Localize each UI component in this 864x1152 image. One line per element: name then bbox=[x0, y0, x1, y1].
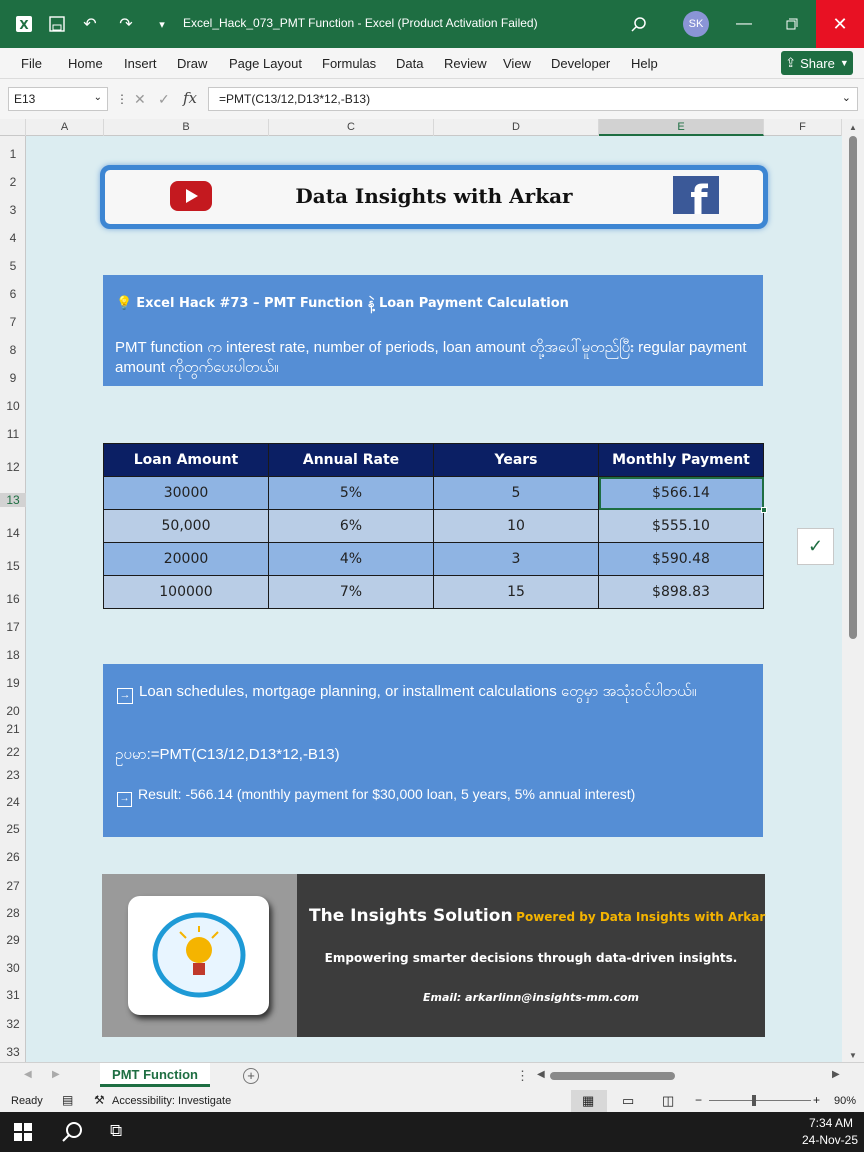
row-header-selected[interactable]: 13 bbox=[0, 493, 26, 507]
clock-time[interactable]: 7:34 AM bbox=[809, 1116, 854, 1130]
row-header[interactable]: 32 bbox=[6, 1017, 20, 1031]
table-header-cell[interactable]: Years bbox=[434, 444, 599, 477]
close-icon[interactable]: ✕ bbox=[816, 0, 864, 48]
scroll-up-icon[interactable]: ▲ bbox=[849, 123, 857, 132]
table-cell[interactable]: 6% bbox=[269, 510, 434, 543]
row-header[interactable]: 12 bbox=[6, 460, 20, 474]
name-box-value: E13 bbox=[14, 92, 36, 106]
name-box[interactable] bbox=[8, 87, 108, 111]
lightbulb-logo-icon bbox=[152, 910, 246, 1000]
row-header[interactable]: 10 bbox=[6, 399, 20, 413]
lightbulb-icon: 💡 bbox=[116, 296, 133, 311]
undo-icon[interactable]: ↶ bbox=[83, 16, 97, 33]
tab-page-layout[interactable]: Page Layout bbox=[229, 56, 303, 71]
row-header[interactable]: 14 bbox=[6, 526, 20, 540]
row-header[interactable]: 20 bbox=[6, 704, 20, 718]
logo-email: Email: arkarlinn@insights-mm.com bbox=[422, 991, 640, 1004]
quick-analysis-button[interactable] bbox=[797, 528, 834, 565]
table-row bbox=[104, 477, 764, 510]
clock-date[interactable]: 24-Nov-25 bbox=[802, 1133, 859, 1147]
status-bar bbox=[0, 1090, 864, 1112]
formula-text: =PMT(C13/12,D13*12,-B13) bbox=[219, 92, 371, 106]
row-headers bbox=[0, 136, 26, 1062]
insert-function-icon[interactable]: fx bbox=[183, 89, 198, 107]
row-header[interactable]: 3 bbox=[9, 203, 17, 217]
banner bbox=[100, 165, 768, 229]
redo-icon[interactable]: ↷ bbox=[119, 16, 133, 33]
column-header[interactable]: B bbox=[104, 119, 269, 136]
search-icon[interactable] bbox=[627, 12, 651, 36]
row-header[interactable]: 11 bbox=[6, 427, 20, 441]
share-icon: ⇪ bbox=[785, 55, 797, 70]
vertical-scroll-thumb[interactable] bbox=[849, 136, 857, 639]
table-cell[interactable]: 5% bbox=[269, 477, 434, 510]
user-avatar[interactable]: SK bbox=[683, 11, 709, 37]
row-header[interactable]: 23 bbox=[6, 768, 20, 782]
tab-help[interactable]: Help bbox=[631, 56, 658, 71]
prev-sheet-icon[interactable]: ◀ bbox=[24, 1069, 32, 1080]
restore-icon[interactable] bbox=[780, 12, 804, 36]
column-header[interactable]: C bbox=[269, 119, 434, 136]
tab-data[interactable]: Data bbox=[396, 56, 424, 71]
arrow-box-icon: → bbox=[117, 792, 132, 807]
logo-tagline: Empowering smarter decisions through data-driven insights. bbox=[324, 951, 738, 965]
row-header[interactable]: 16 bbox=[6, 592, 20, 606]
task-view-icon[interactable]: ⧉ bbox=[110, 1121, 123, 1140]
column-header[interactable]: F bbox=[764, 119, 842, 136]
add-sheet-icon[interactable]: + bbox=[243, 1068, 259, 1084]
page-break-view-icon[interactable]: ◫ bbox=[662, 1093, 675, 1108]
table-cell[interactable]: 15 bbox=[434, 576, 599, 609]
svg-text:X: X bbox=[19, 18, 29, 32]
macro-recording-icon[interactable]: ▤ bbox=[62, 1093, 74, 1107]
zoom-level[interactable]: 90% bbox=[834, 1095, 857, 1107]
grid-icon: ▦ bbox=[582, 1093, 595, 1108]
share-label: Share bbox=[800, 55, 835, 71]
select-all-corner[interactable] bbox=[0, 119, 26, 136]
next-sheet-icon[interactable]: ▶ bbox=[52, 1069, 60, 1080]
info-heading-text: Excel Hack #73 – PMT Function နဲ့ Loan Payment Calculation bbox=[136, 296, 569, 311]
logo-title-line bbox=[309, 906, 769, 926]
formula-input[interactable] bbox=[208, 87, 858, 111]
row-header[interactable]: 5 bbox=[9, 259, 17, 273]
tab-draw[interactable]: Draw bbox=[177, 56, 208, 71]
tab-review[interactable]: Review bbox=[444, 56, 487, 71]
table-cell[interactable]: 30000 bbox=[104, 477, 269, 510]
tab-formulas[interactable]: Formulas bbox=[322, 56, 377, 71]
row-header[interactable]: 17 bbox=[6, 620, 20, 634]
sheet-tab-label: PMT Function bbox=[112, 1067, 198, 1082]
table-header-cell[interactable]: Monthly Payment bbox=[599, 444, 764, 477]
tab-insert[interactable]: Insert bbox=[124, 56, 157, 71]
row-header[interactable]: 25 bbox=[6, 822, 20, 836]
tab-file[interactable]: File bbox=[21, 56, 42, 71]
enter-icon[interactable]: ✓ bbox=[158, 91, 170, 107]
arrow-box-icon: → bbox=[117, 688, 133, 704]
share-button[interactable] bbox=[781, 51, 853, 75]
logo-card bbox=[128, 896, 269, 1015]
row-header[interactable]: 1 bbox=[9, 147, 17, 161]
cancel-icon[interactable]: ✕ bbox=[134, 91, 146, 107]
table-cell[interactable]: $555.10 bbox=[599, 510, 764, 543]
loan-table bbox=[103, 443, 764, 609]
facebook-icon bbox=[673, 176, 719, 214]
table-cell[interactable]: 50,000 bbox=[104, 510, 269, 543]
checkmark-icon: ✓ bbox=[807, 536, 824, 556]
taskbar-search-icon[interactable] bbox=[61, 1121, 83, 1146]
table-cell[interactable]: 7% bbox=[269, 576, 434, 609]
table-row bbox=[104, 576, 764, 609]
row-header[interactable]: 6 bbox=[9, 287, 17, 301]
column-headers bbox=[0, 119, 864, 136]
sheet-tab-bar bbox=[0, 1062, 864, 1090]
row-header[interactable]: 30 bbox=[6, 961, 20, 975]
windows-taskbar bbox=[0, 1112, 864, 1152]
window-title: Excel_Hack_073_PMT Function - Excel (Product Activation Failed) bbox=[183, 16, 538, 30]
row-header[interactable]: 31 bbox=[6, 988, 20, 1002]
status-ready: Ready bbox=[11, 1095, 43, 1107]
svg-text:f: f bbox=[690, 178, 708, 214]
tab-view[interactable]: View bbox=[503, 56, 531, 71]
table-cell[interactable]: $898.83 bbox=[599, 576, 764, 609]
info-heading bbox=[116, 295, 756, 314]
usage-example: ဥပမာ:=PMT(C13/12,D13*12,-B13) bbox=[115, 746, 340, 763]
banner-title: Data Insights with Arkar bbox=[295, 184, 573, 208]
usage-box bbox=[103, 664, 763, 837]
usage-line bbox=[117, 682, 757, 704]
save-icon[interactable] bbox=[45, 12, 69, 36]
title-bar bbox=[0, 0, 864, 48]
table-cell[interactable]: $590.48 bbox=[599, 543, 764, 576]
row-header[interactable]: 19 bbox=[6, 676, 20, 690]
row-header[interactable]: 4 bbox=[9, 231, 17, 245]
tab-developer[interactable]: Developer bbox=[551, 56, 611, 71]
usage-result bbox=[117, 786, 757, 807]
table-cell[interactable]: 4% bbox=[269, 543, 434, 576]
table-row bbox=[104, 510, 764, 543]
column-header[interactable]: D bbox=[434, 119, 599, 136]
row-header[interactable]: 9 bbox=[9, 371, 17, 385]
customize-toolbar-icon[interactable]: ▾ bbox=[159, 18, 165, 31]
row-header[interactable]: 2 bbox=[9, 175, 17, 189]
table-header-cell[interactable]: Loan Amount bbox=[104, 444, 269, 477]
row-header[interactable]: 29 bbox=[6, 933, 20, 947]
zoom-out-icon[interactable]: − bbox=[695, 1093, 703, 1107]
sheet-tab-pmt-function[interactable] bbox=[100, 1063, 210, 1087]
row-header[interactable]: 33 bbox=[6, 1045, 20, 1059]
table-cell[interactable]: 10 bbox=[434, 510, 599, 543]
windows-start-icon[interactable] bbox=[14, 1123, 32, 1144]
row-header[interactable]: 22 bbox=[6, 745, 20, 759]
info-body: PMT function က interest rate, number of periods, loan amount တို့အပေါ်မူတည်ပြီး regular payment amount ကိုတွက်ပေးပါတယ်။ bbox=[115, 339, 747, 376]
table-row bbox=[104, 543, 764, 576]
row-header[interactable]: 26 bbox=[6, 850, 20, 864]
expand-formula-icon[interactable]: ⌄ bbox=[841, 92, 851, 104]
table-header-cell[interactable]: Annual Rate bbox=[269, 444, 434, 477]
logo-powered-by: Powered by Data Insights with Arkar bbox=[516, 910, 766, 924]
usage-line-text: Loan schedules, mortgage planning, or installment calculations တွေမှာ အသုံးဝင်ပါတယ်။ bbox=[139, 683, 697, 700]
company-logo-panel bbox=[102, 874, 765, 1037]
more-options-icon[interactable]: ⋮ bbox=[516, 1068, 529, 1083]
row-header[interactable]: 7 bbox=[9, 315, 17, 329]
fill-handle[interactable] bbox=[761, 507, 767, 513]
scroll-left-icon[interactable]: ◀ bbox=[537, 1069, 545, 1080]
zoom-in-icon[interactable]: + bbox=[813, 1093, 821, 1107]
zoom-slider[interactable] bbox=[709, 1100, 811, 1101]
table-cell[interactable]: 5 bbox=[434, 477, 599, 510]
horizontal-scroll-thumb[interactable] bbox=[550, 1072, 675, 1080]
row-header[interactable]: 8 bbox=[9, 343, 17, 357]
active-cell[interactable]: $566.14 bbox=[599, 477, 764, 510]
scroll-right-icon[interactable]: ▶ bbox=[832, 1069, 840, 1080]
row-header[interactable]: 28 bbox=[6, 906, 20, 920]
chevron-down-icon: ⌄ bbox=[93, 92, 102, 103]
minimize-icon[interactable]: — bbox=[736, 15, 752, 32]
table-cell[interactable]: 3 bbox=[434, 543, 599, 576]
table-cell[interactable]: 100000 bbox=[104, 576, 269, 609]
column-header-selected[interactable]: E bbox=[599, 119, 764, 136]
normal-view-button[interactable] bbox=[571, 1090, 607, 1112]
row-header[interactable]: 27 bbox=[6, 879, 20, 893]
ribbon-tabs bbox=[0, 48, 864, 79]
row-header[interactable]: 18 bbox=[6, 648, 20, 662]
zoom-slider-thumb[interactable] bbox=[752, 1095, 756, 1106]
tab-home[interactable]: Home bbox=[68, 56, 103, 71]
accessibility-icon[interactable]: ⚒ bbox=[94, 1093, 105, 1107]
vertical-scrollbar[interactable] bbox=[842, 119, 864, 1062]
status-accessibility[interactable]: Accessibility: Investigate bbox=[112, 1095, 232, 1107]
info-box bbox=[103, 275, 763, 386]
row-header[interactable]: 24 bbox=[6, 795, 20, 809]
chevron-down-icon: ▼ bbox=[839, 58, 849, 68]
logo-title: The Insights Solution bbox=[309, 906, 513, 926]
row-header[interactable]: 21 bbox=[6, 722, 20, 736]
usage-result-text: Result: -566.14 (monthly payment for $30,000 loan, 5 years, 5% annual interest) bbox=[138, 786, 636, 802]
more-options-icon[interactable]: ⋮ bbox=[116, 92, 128, 106]
column-header[interactable]: A bbox=[26, 119, 104, 136]
page-layout-view-icon[interactable]: ▭ bbox=[622, 1093, 635, 1108]
excel-logo-icon bbox=[12, 12, 36, 36]
formula-bar bbox=[0, 79, 864, 119]
scroll-down-icon[interactable]: ▼ bbox=[849, 1051, 857, 1060]
row-header[interactable]: 15 bbox=[6, 559, 20, 573]
table-cell[interactable]: 20000 bbox=[104, 543, 269, 576]
